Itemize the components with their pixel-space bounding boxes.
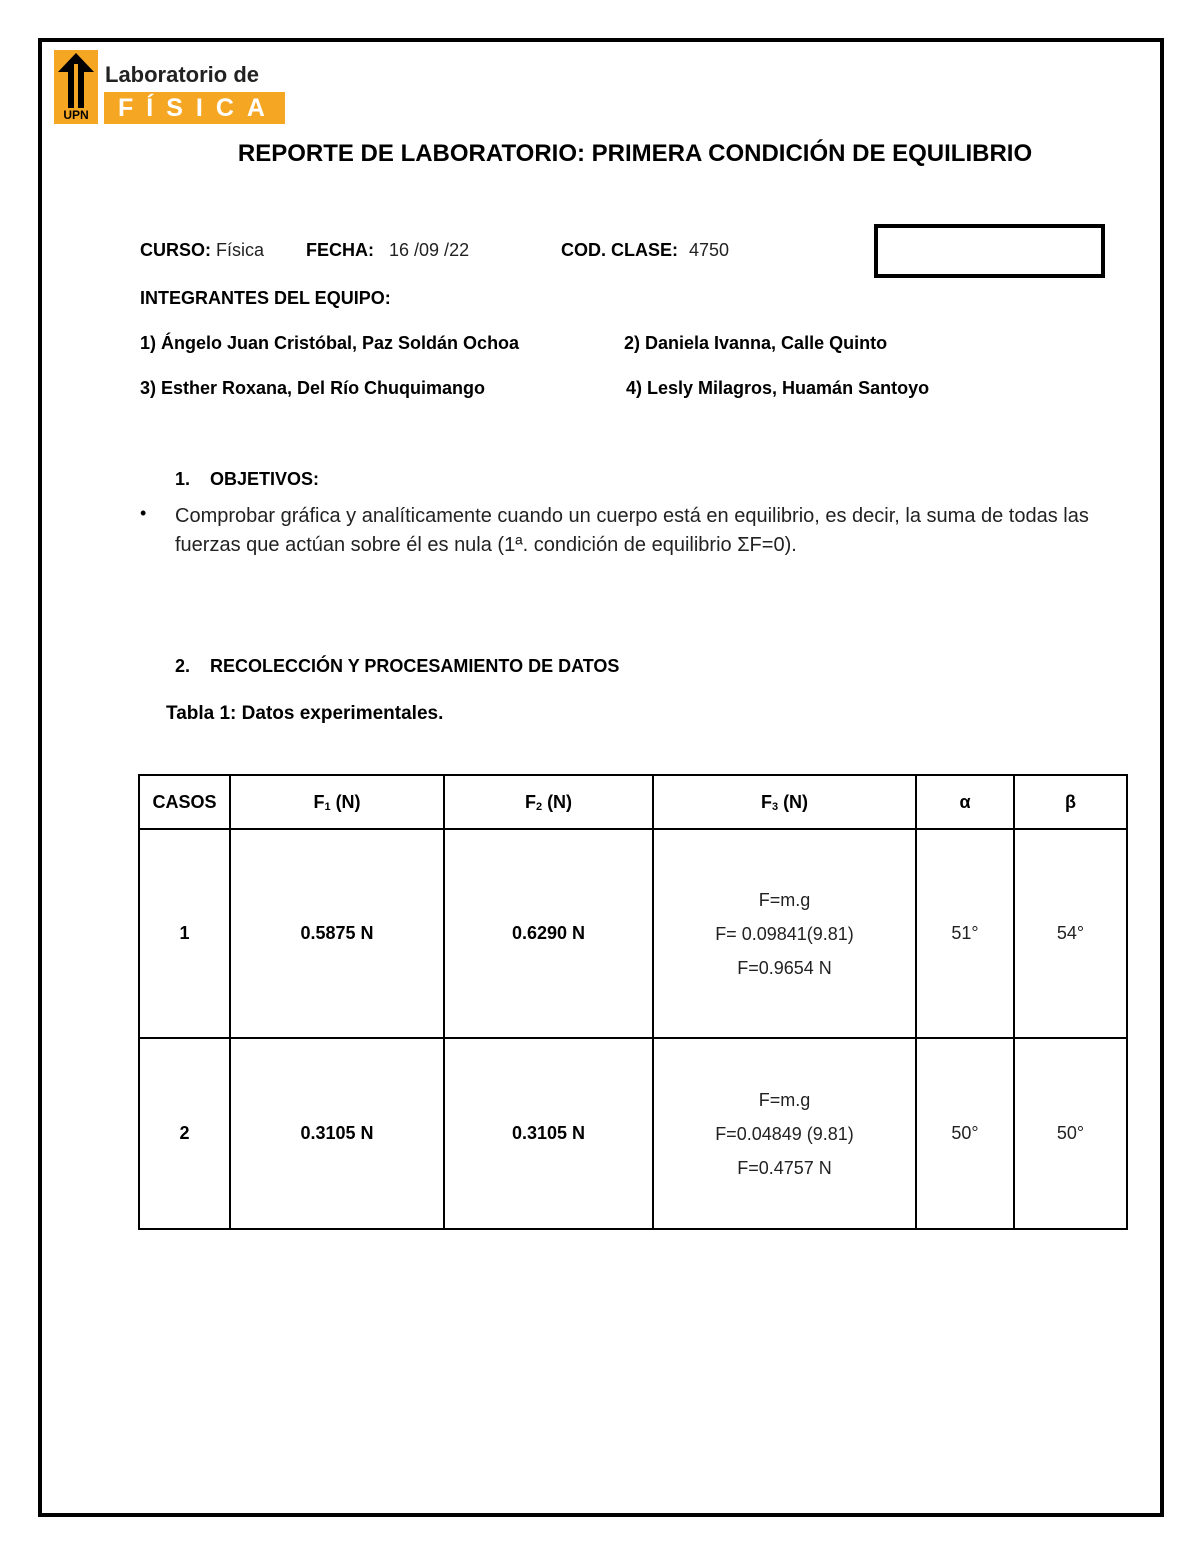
curso-value: Física [216, 240, 265, 260]
header-f2-unit: (N) [542, 791, 573, 812]
logo-subtitle: FÍSICA [118, 94, 278, 122]
header-f3 [653, 775, 916, 829]
header-f2-sub: 2 [535, 800, 543, 813]
table-caption: Tabla 1: Datos experimentales. [166, 703, 444, 724]
section-datos: 2. RECOLECCIÓN Y PROCESAMIENTO DE DATOS [175, 656, 620, 676]
codclase-label: COD. CLASE: [561, 240, 678, 260]
cell-f1: 0.5875 N [230, 829, 444, 1038]
header-f3-sub: 3 [771, 800, 779, 813]
header-beta: β [1014, 775, 1127, 829]
upn-logo-text: UPN [63, 108, 89, 122]
header-f1-main: F [313, 791, 325, 812]
header-casos: CASOS [139, 775, 230, 829]
fecha-value: 16 /09 /22 [389, 240, 470, 260]
cell-f3 [653, 829, 916, 1038]
codclase-value: 4750 [689, 240, 730, 260]
empty-grade-box [874, 224, 1105, 278]
f3-line: F=m.g [758, 889, 811, 910]
cell-f1: 0.3105 N [230, 1038, 444, 1229]
header-f1-unit: (N) [330, 791, 361, 812]
f3-line: F=0.4757 N [737, 1157, 832, 1178]
team-label: INTEGRANTES DEL EQUIPO: [140, 288, 391, 308]
header-f1 [230, 775, 444, 829]
cell-beta: 50° [1014, 1038, 1127, 1229]
header-alpha: α [916, 775, 1014, 829]
logo-title: Laboratorio de [105, 62, 260, 87]
cell-f2: 0.3105 N [444, 1038, 653, 1229]
header-f3-unit: (N) [778, 791, 809, 812]
table-header-row [139, 775, 1127, 829]
f3-line: F= 0.09841(9.81) [715, 923, 854, 944]
fecha-label: FECHA: [306, 240, 374, 260]
upn-logo [54, 50, 286, 126]
cell-f3 [653, 1038, 916, 1229]
header-f2-main: F [524, 791, 536, 812]
team-member-1: 1) Ángelo Juan Cristóbal, Paz Soldán Ochoa [140, 333, 520, 353]
report-title: REPORTE DE LABORATORIO: PRIMERA CONDICIÓN DE EQUILIBRIO [237, 140, 1033, 167]
table-row [139, 1038, 1127, 1229]
header-f1-sub: 1 [324, 800, 331, 813]
codclase-field [561, 240, 729, 261]
table-row [139, 829, 1127, 1038]
header-f3-main: F [760, 791, 772, 812]
cell-caso: 2 [139, 1038, 230, 1229]
f3-line: F=m.g [758, 1089, 811, 1110]
fecha-field [306, 240, 469, 261]
upn-logo-mark [54, 50, 98, 124]
team-member-2: 2) Daniela Ivanna, Calle Quinto [624, 333, 888, 353]
f3-line: F=0.9654 N [737, 957, 832, 978]
header-f2 [444, 775, 653, 829]
curso-label: CURSO: [140, 240, 211, 260]
cell-alpha: 51° [916, 829, 1014, 1038]
f3-line: F=0.04849 (9.81) [715, 1123, 854, 1144]
bullet-dot: • [140, 503, 147, 523]
section-objetivos: 1. OBJETIVOS: [175, 469, 320, 489]
team-member-4: 4) Lesly Milagros, Huamán Santoyo [626, 378, 930, 398]
objetivos-text: Comprobar gráfica y analíticamente cuando un cuerpo está en equilibrio, es decir, la suma de todas las fuerzas que actúan sobre él es nula (1ª. condición de equilibrio ΣF=0). [175, 505, 1089, 556]
cell-beta: 54° [1014, 829, 1127, 1038]
curso-field [140, 240, 264, 261]
upn-arrow-icon [54, 50, 98, 110]
cell-f2: 0.6290 N [444, 829, 653, 1038]
cell-caso: 1 [139, 829, 230, 1038]
data-table [138, 774, 1128, 1230]
cell-alpha: 50° [916, 1038, 1014, 1229]
team-member-3: 3) Esther Roxana, Del Río Chuquimango [140, 378, 486, 398]
